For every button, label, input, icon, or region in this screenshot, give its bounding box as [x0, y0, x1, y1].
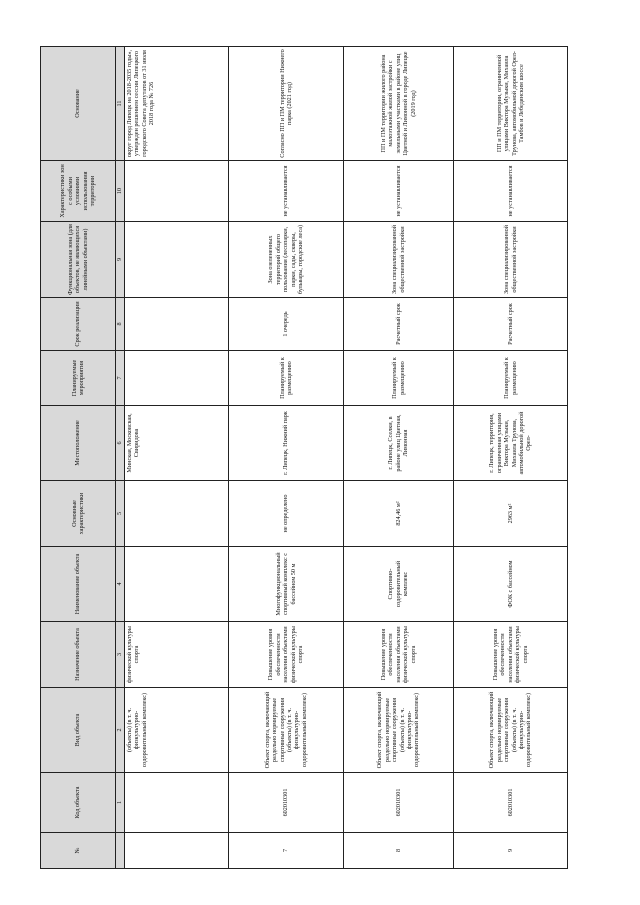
column-number: 4: [116, 547, 125, 622]
cell-basis: ПП и ПМ территории, ограниченной улицами Виктора Музыки, Михаила Трунова, автомобильной дорогой Орел-Тамбов и Лебедянским шоссе: [454, 47, 568, 161]
column-number: 10: [116, 161, 125, 222]
cell-term: Расчетный срок: [344, 298, 454, 351]
cell-term: [125, 298, 229, 351]
cell-location: г. Липецк, территория, ограниченная улицами Виктора Музыки, Михаила Трунова, автомобильной дорогой Орел-: [454, 406, 568, 481]
cell-measures: [125, 351, 229, 406]
header-cell: №: [41, 833, 116, 869]
cell-name: [125, 547, 229, 622]
cell-code: [125, 773, 229, 833]
cell-kind: Объект спорта, включающий раздельно нормируемые спортивные сооружения (объекты) (в т. ч. физкультурно-оздоровительный комплекс): [344, 688, 454, 773]
table-row: [125, 47, 229, 869]
cell-purpose: Повышение уровня обеспеченности населения объектами физической культуры спорта: [229, 622, 344, 688]
cell-characteristics: не определено: [229, 481, 344, 547]
header-row: [41, 47, 116, 869]
cell-special: [125, 161, 229, 222]
cell-kind: Объект спорта, включающий раздельно нормируемые спортивные сооружения (объекты) (в т. ч. физкультурно-оздоровительный комплекс): [229, 688, 344, 773]
table-row: [229, 47, 344, 869]
cell-name: ФОК с бассейном: [454, 547, 568, 622]
cell-purpose: Повышение уровня обеспеченности населения объектами физической культуры спорта: [454, 622, 568, 688]
cell-name: Многофункциональный спортивный комплекс с бассейном 50 м: [229, 547, 344, 622]
cell-code: 602010301: [229, 773, 344, 833]
cell-code: 602010301: [344, 773, 454, 833]
cell-term: Расчетный срок: [454, 298, 568, 351]
header-cell: Назначение объекта: [41, 622, 116, 688]
cell-no: 8: [344, 833, 454, 869]
column-number: [116, 833, 125, 869]
cell-special: не устанавливается: [229, 161, 344, 222]
cell-measures: Планируемый к размещению: [454, 351, 568, 406]
cell-zone: Зона озелененных территорий общего пользования (лесопарки, парки, сады, скверы, бульвары, городские леса): [229, 222, 344, 298]
header-cell: Вид объекта: [41, 688, 116, 773]
column-number-row: [116, 47, 125, 869]
column-number: 1: [116, 773, 125, 833]
cell-code: 602010301: [454, 773, 568, 833]
cell-characteristics: [125, 481, 229, 547]
cell-zone: [125, 222, 229, 298]
header-cell: Местоположение: [41, 406, 116, 481]
cell-kind: Объект спорта, включающий раздельно нормируемые спортивные сооружения (объекты) (в т. ч. физкультурно-оздоровительный комплекс): [454, 688, 568, 773]
cell-special: не устанавливается: [344, 161, 454, 222]
cell-location: г. Липецк, Нижний парк: [229, 406, 344, 481]
header-cell: Код объекта: [41, 773, 116, 833]
cell-special: не устанавливается: [454, 161, 568, 222]
objects-table: [40, 46, 568, 869]
column-number: 6: [116, 406, 125, 481]
column-number: 2: [116, 688, 125, 773]
rotated-table-container: [40, 47, 615, 869]
table-row: [344, 47, 454, 869]
cell-kind: (объекты) (в т. ч. физкультурно-оздоровительный комплекс): [125, 688, 229, 773]
cell-no: 7: [229, 833, 344, 869]
cell-location: г. Липецк, Сселки, в районе улиц Цветная, Лимонная: [344, 406, 454, 481]
column-number: 9: [116, 222, 125, 298]
cell-characteristics: 824,46 м²: [344, 481, 454, 547]
header-cell: Наименование объекта: [41, 547, 116, 622]
cell-purpose: физической культуры спорта: [125, 622, 229, 688]
cell-zone: Зона специализированной общественной застройки: [454, 222, 568, 298]
cell-zone: Зона специализированной общественной застройки: [344, 222, 454, 298]
cell-basis: ПП и ПМ территории жилого района малоэтажной жилой застройки с земельными участками в районе улиц Цветной и Лимонной в городе Липецке (2019 год): [344, 47, 454, 161]
table-row: [454, 47, 568, 869]
column-number: 11: [116, 47, 125, 161]
column-number: 8: [116, 298, 125, 351]
header-cell: Планируемые мероприятия: [41, 351, 116, 406]
column-number: 7: [116, 351, 125, 406]
column-number: 5: [116, 481, 125, 547]
header-cell: Функциональная зона (для объектов, не являющихся линейными объектами): [41, 222, 116, 298]
cell-no: 9: [454, 833, 568, 869]
header-cell: Характеристики зон с особыми условиями использования территории: [41, 161, 116, 222]
column-number: 3: [116, 622, 125, 688]
cell-measures: Планируемый к размещению: [229, 351, 344, 406]
cell-term: 1 очередь: [229, 298, 344, 351]
header-cell: Основные характеристики: [41, 481, 116, 547]
cell-basis: округ город Липецк на 2018-2035 годы», утвержден решением сессии Липецкого городского Совета депутатов от 31 июля 2018 года № 726: [125, 47, 229, 161]
header-cell: Срок реализации: [41, 298, 116, 351]
cell-name: Спортивно-оздоровительный комплекс: [344, 547, 454, 622]
cell-measures: Планируемый к размещению: [344, 351, 454, 406]
cell-basis: Согласно ПП и ПМ территории Нижнего парка (2021 год): [229, 47, 344, 161]
cell-purpose: Повышение уровня обеспеченности населения объектами физической культуры спорта: [344, 622, 454, 688]
cell-characteristics: 2963 м²: [454, 481, 568, 547]
header-cell: Основание: [41, 47, 116, 161]
cell-no: [125, 833, 229, 869]
cell-location: Минская, Московская, Свиридова: [125, 406, 229, 481]
